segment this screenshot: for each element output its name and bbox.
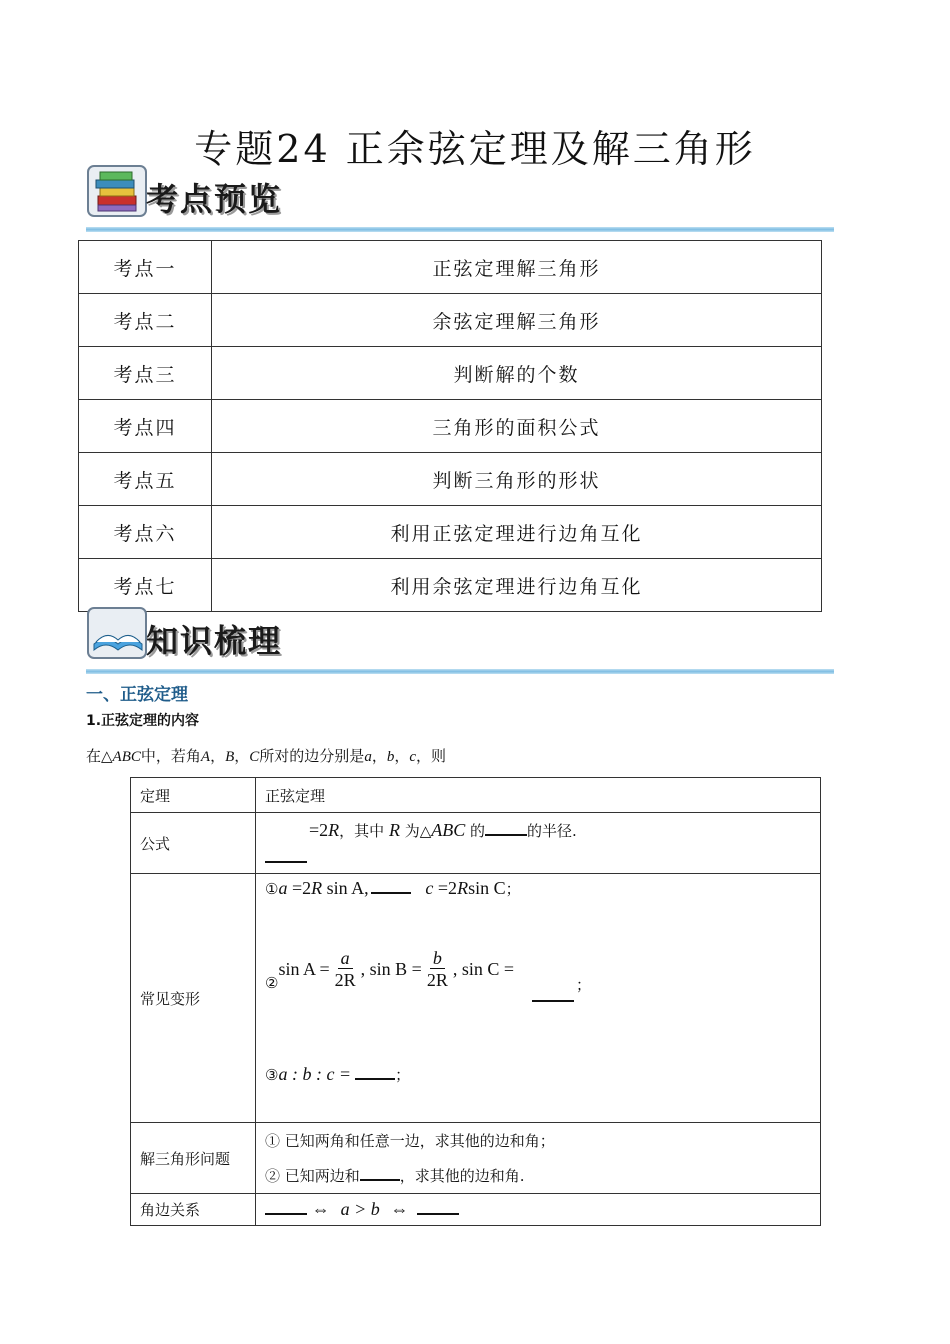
table-row: [79, 347, 822, 400]
math: , sin C =: [452, 959, 514, 979]
table-cell: [256, 813, 821, 874]
open-book-icon: [86, 604, 150, 664]
table-cell: 考点二: [79, 294, 212, 347]
table-cell: [256, 1123, 821, 1194]
table-cell: 考点三: [79, 347, 212, 400]
answer-blank[interactable]: [360, 1165, 400, 1181]
banner-label: 考点预览: [146, 180, 283, 218]
formula-line: [265, 1165, 811, 1186]
table-row: [79, 506, 822, 559]
table-cell: 三角形的面积公式: [212, 400, 822, 453]
math: =2: [309, 819, 329, 840]
table-row: [79, 453, 822, 506]
table-cell: 角边关系: [131, 1194, 256, 1226]
table-row: [131, 778, 821, 813]
text: ；: [505, 880, 521, 898]
text: ，: [234, 747, 250, 765]
answer-blank[interactable]: [485, 820, 527, 836]
math: a : b : c =: [278, 1064, 352, 1084]
math: sin A: [326, 878, 365, 898]
text: 所对的边分别是: [259, 747, 365, 765]
math: b: [386, 749, 395, 765]
section-banner-preview: [86, 162, 834, 232]
math: a: [364, 749, 372, 765]
math: C: [249, 749, 260, 765]
math: sin A =: [278, 959, 330, 979]
math: R: [457, 878, 469, 898]
table-cell: 考点七: [79, 559, 212, 612]
formula-line: [265, 820, 811, 841]
table-row: [131, 1194, 821, 1226]
text: ，: [371, 747, 387, 765]
math: a: [278, 878, 288, 898]
math: ,: [364, 878, 369, 898]
text: ，: [210, 747, 226, 765]
text: 的半径.: [527, 821, 577, 840]
table-cell: 解三角形问题: [131, 1123, 256, 1194]
table-cell: 考点四: [79, 400, 212, 453]
section-banner-knowledge: [86, 604, 834, 674]
text: ①: [265, 880, 279, 898]
intro-paragraph: [86, 745, 446, 766]
answer-blank[interactable]: [371, 878, 411, 894]
math: R: [328, 819, 340, 840]
math: b: [432, 948, 442, 968]
text: 在△: [86, 747, 113, 765]
table-cell: 判断解的个数: [212, 347, 822, 400]
math: 2R: [334, 970, 356, 990]
table-cell: 利用余弦定理进行边角互化: [212, 559, 822, 612]
table-cell: 正弦定理解三角形: [212, 241, 822, 294]
table-cell: [256, 874, 821, 1123]
math: [278, 1064, 351, 1084]
math: ⇔: [390, 1199, 409, 1219]
table-row: [79, 241, 822, 294]
text: ，求其他的边和角.: [399, 1167, 525, 1185]
formula-line: [265, 1064, 811, 1085]
math: ABC: [112, 749, 141, 765]
table-row: [131, 813, 821, 874]
text: ；: [395, 1066, 411, 1084]
math: A: [200, 749, 211, 765]
math: c: [425, 878, 434, 898]
math: ⇔: [311, 1199, 330, 1219]
fraction: [332, 948, 359, 991]
text: ②: [265, 974, 279, 992]
answer-blank[interactable]: [417, 1199, 459, 1215]
text: ，其中: [339, 821, 385, 840]
text: 的: [465, 821, 486, 840]
text: ，: [394, 747, 410, 765]
page-title: 专题24 正余弦定理及解三角形: [194, 127, 756, 171]
text: 为△: [399, 821, 432, 840]
table-row: [131, 1123, 821, 1194]
math: c: [409, 749, 417, 765]
text: ② 已知两边和: [265, 1167, 360, 1185]
table-cell: 考点五: [79, 453, 212, 506]
table-cell: 考点一: [79, 241, 212, 294]
math: a: [340, 948, 350, 968]
books-icon: [86, 162, 150, 222]
math: R: [311, 878, 323, 898]
banner-divider: [86, 669, 834, 674]
overview-table: [78, 240, 822, 612]
text: 中，若角: [140, 747, 201, 765]
math: B: [225, 749, 235, 765]
answer-blank[interactable]: [532, 986, 574, 1002]
table-row: [79, 400, 822, 453]
table-cell: 利用正弦定理进行边角互化: [212, 506, 822, 559]
banner-divider: [86, 227, 834, 232]
math: R: [388, 819, 400, 840]
text: ① 已知两角和任意一边，求其他的边和角；: [265, 1132, 555, 1150]
fraction: [424, 948, 451, 991]
math: 2R: [426, 970, 448, 990]
banner-label: 知识梳理: [146, 622, 283, 660]
section-heading: 一、正弦定理: [86, 685, 188, 705]
table-row: [131, 874, 821, 1123]
formula-line: [265, 847, 811, 867]
math: a > b: [340, 1199, 380, 1219]
table-cell: 定理: [131, 778, 256, 813]
math: sin C: [468, 878, 506, 898]
theorem-table: [130, 777, 821, 1226]
answer-blank[interactable]: [265, 847, 307, 863]
section-subheading: 1.正弦定理的内容: [86, 713, 200, 729]
math: =2: [433, 878, 458, 898]
table-cell: 常见变形: [131, 874, 256, 1123]
formula-line: [265, 878, 811, 948]
table-cell: 余弦定理解三角形: [212, 294, 822, 347]
math: ABC: [431, 819, 466, 840]
text: ③: [265, 1066, 279, 1084]
table-cell: 公式: [131, 813, 256, 874]
table-cell: 判断三角形的形状: [212, 453, 822, 506]
table-cell: 正弦定理: [256, 778, 821, 813]
text: ，则: [416, 747, 447, 765]
table-cell: [256, 1194, 821, 1226]
table-cell: 考点六: [79, 506, 212, 559]
answer-blank[interactable]: [265, 1199, 307, 1215]
text: ；: [576, 976, 592, 994]
formula-line: [265, 948, 811, 1060]
table-row: [79, 294, 822, 347]
answer-blank[interactable]: [355, 1064, 395, 1080]
math: , sin B =: [360, 959, 422, 979]
math: =2: [287, 878, 312, 898]
